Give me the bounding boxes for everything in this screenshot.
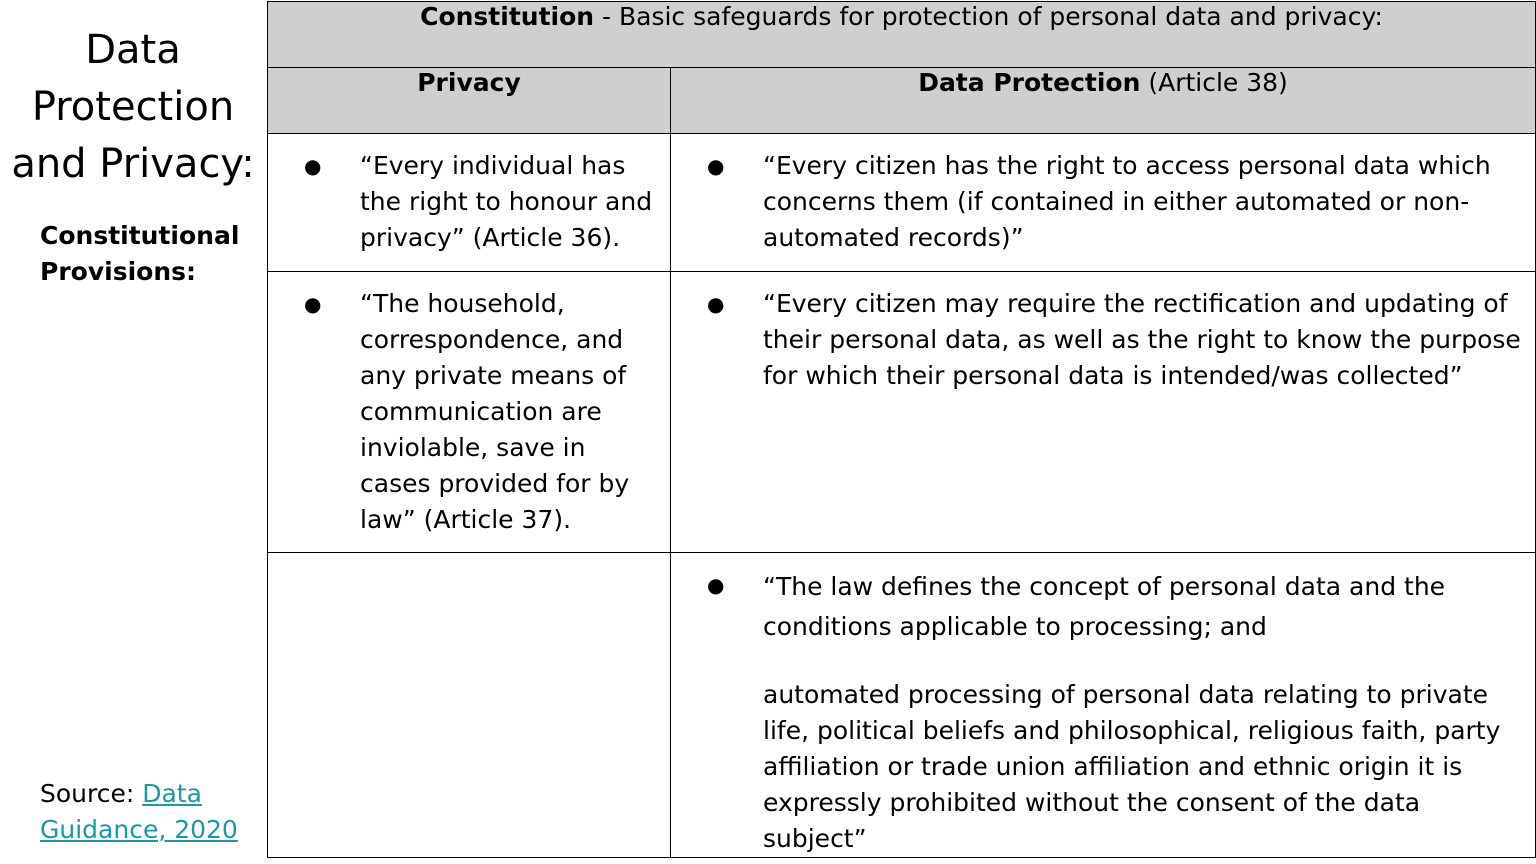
privacy-list <box>268 286 670 538</box>
bullet-icon: ● <box>304 154 322 178</box>
data-protection-cell <box>671 134 1536 272</box>
list-item <box>268 286 670 538</box>
table-row <box>268 553 1536 858</box>
subtitle-line: Provisions: <box>40 257 196 286</box>
data-protection-list <box>671 148 1535 256</box>
column-header-privacy-label: Privacy <box>417 68 521 97</box>
section-subtitle <box>40 218 260 290</box>
title-line: and Privacy: <box>11 141 255 187</box>
title-line: Data <box>85 27 181 73</box>
bullet-icon: ● <box>707 292 725 316</box>
data-protection-cell <box>671 272 1536 553</box>
column-header-dp-bold: Data Protection <box>918 68 1141 97</box>
data-protection-text: “Every citizen may require the rectification and updating of their personal data, as well as the right to know the purpose for which their personal data is intended/was collected” <box>763 289 1521 390</box>
privacy-text: “Every individual has the right to honour and privacy” (Article 36). <box>360 151 653 252</box>
table-title-cell <box>268 2 1536 68</box>
column-header-dp-rest: (Article 38) <box>1140 68 1288 97</box>
page-title <box>0 22 266 193</box>
privacy-cell <box>268 134 671 272</box>
bullet-icon: ● <box>707 573 725 597</box>
bullet-icon: ● <box>707 154 725 178</box>
table-title-bold: Constitution <box>420 2 595 31</box>
table-title-row <box>268 2 1536 68</box>
table-row <box>268 134 1536 272</box>
source-label: Source: <box>40 779 143 808</box>
privacy-cell-empty <box>268 553 671 858</box>
table-title-rest: - Basic safeguards for protection of personal data and privacy: <box>594 2 1383 31</box>
privacy-list <box>268 148 670 256</box>
constitution-table <box>267 1 1536 858</box>
list-item <box>671 148 1535 256</box>
column-header-data-protection <box>671 68 1536 134</box>
source-link-line: Guidance, 2020 <box>40 815 238 844</box>
left-panel <box>0 0 266 864</box>
data-protection-text: “The law defines the concept of personal data and the conditions applicable to processing; and <box>763 572 1446 641</box>
source-link-line: Data <box>142 779 202 808</box>
data-protection-text: “Every citizen has the right to access personal data which concerns them (if contained in either automated or non-automated records)” <box>763 151 1491 252</box>
title-line: Protection <box>31 84 235 130</box>
column-header-privacy <box>268 68 671 134</box>
paragraph-gap <box>763 647 1523 677</box>
privacy-text: “The household, correspondence, and any private means of communication are inviolable, save in cases provided for by law” (Article 37). <box>360 289 630 534</box>
source-citation <box>40 776 260 848</box>
list-item <box>268 148 670 256</box>
list-item <box>671 286 1535 394</box>
subtitle-line: Constitutional <box>40 221 240 250</box>
data-protection-list <box>671 567 1535 857</box>
bullet-icon: ● <box>304 292 322 316</box>
data-protection-cell <box>671 553 1536 858</box>
data-protection-text-continued: automated processing of personal data relating to private life, political beliefs and philosophical, religious faith, party affiliation or trade union affiliation and ethnic origin it is expressly prohibited without the consent of the data subject” <box>763 680 1501 853</box>
data-protection-list <box>671 286 1535 394</box>
list-item <box>671 567 1535 857</box>
column-header-row <box>268 68 1536 134</box>
table-row <box>268 272 1536 553</box>
privacy-cell <box>268 272 671 553</box>
